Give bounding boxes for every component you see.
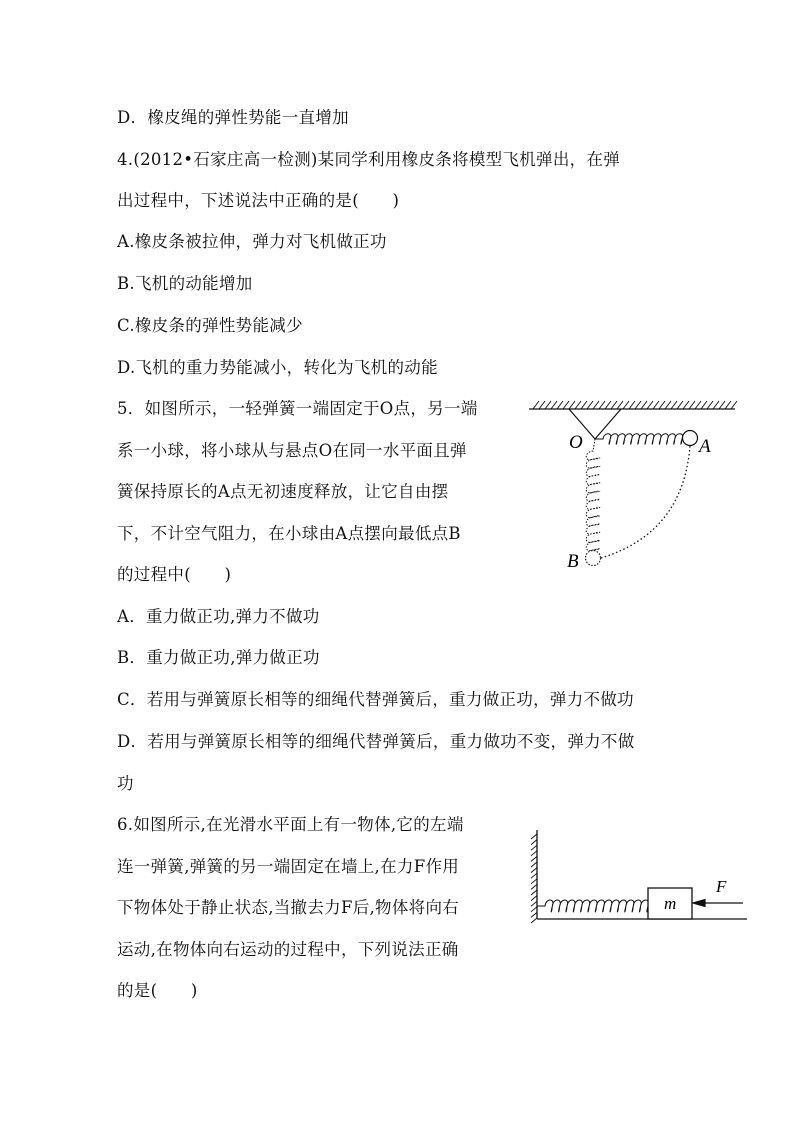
q5-pendulum-spring-figure [525,395,740,580]
q5-option-a: A．重力做正功,弹力不做功 [117,607,320,626]
q4-option-c: C.橡皮条的弹性势能减少 [117,316,303,335]
q5-stem-line-5: 的过程中( ) [117,565,232,584]
q6-block-spring-figure [515,826,755,932]
label-a: A [699,436,711,457]
q5-stem-line-4: 下，不计空气阻力，在小球由A点摆向最低点B [117,524,461,543]
label-m: m [664,894,677,913]
ball-at-b [586,551,601,566]
label-b: B [567,551,579,572]
spring [537,900,649,912]
q6-stem-line-4: 运动,在物体向右运动的过程中，下列说法正确 [117,940,459,959]
q5-stem-line-1: 5．如图所示，一轻弹簧一端固定于O点，另一端 [117,399,478,418]
q5-option-b: B．重力做正功,弹力做正功 [117,648,320,667]
q4-option-b: B.飞机的动能增加 [117,274,253,293]
q4-stem-line-2: 出过程中，下述说法中正确的是( ) [117,191,400,210]
q4-option-d: D.飞机的重力势能减小，转化为飞机的动能 [117,358,438,377]
wall [531,830,537,923]
horizontal-spring [595,434,683,445]
vertical-spring [586,439,600,551]
ball-at-a [683,431,698,446]
label-f: F [716,877,727,896]
q5-stem-line-2: 系一小球，将小球从与悬点O在同一水平面且弹 [117,441,467,460]
q6-stem-line-2: 连一弹簧,弹簧的另一端固定在墙上,在力F作用 [117,857,460,876]
q6-stem-line-1: 6.如图所示,在光滑水平面上有一物体,它的左端 [117,815,464,834]
q5-option-d-continued: 功 [117,774,134,793]
trajectory-path [601,446,690,558]
q3-option-d: D．橡皮绳的弹性势能一直增加 [117,108,349,127]
q5-option-d: D．若用与弹簧原长相等的细绳代替弹簧后，重力做功不变，弹力不做 [117,732,635,751]
q4-stem-line-1: 4.(2012•石家庄高一检测)某同学利用橡皮条将模型飞机弹出，在弹 [117,150,621,169]
q5-option-c: C．若用与弹簧原长相等的细绳代替弹簧后，重力做正功，弹力不做功 [117,690,634,709]
q5-stem-line-3: 簧保持原长的A点无初速度释放，让它自由摆 [117,482,449,501]
q4-option-a: A.橡皮条被拉伸，弹力对飞机做正功 [117,232,387,251]
force-arrow [693,900,743,907]
ceiling [529,401,737,409]
label-o: O [569,432,583,453]
q6-stem-line-5: 的是( ) [117,981,198,1000]
q6-stem-line-3: 下物体处于静止状态,当撤去力F后,物体将向右 [117,898,460,917]
